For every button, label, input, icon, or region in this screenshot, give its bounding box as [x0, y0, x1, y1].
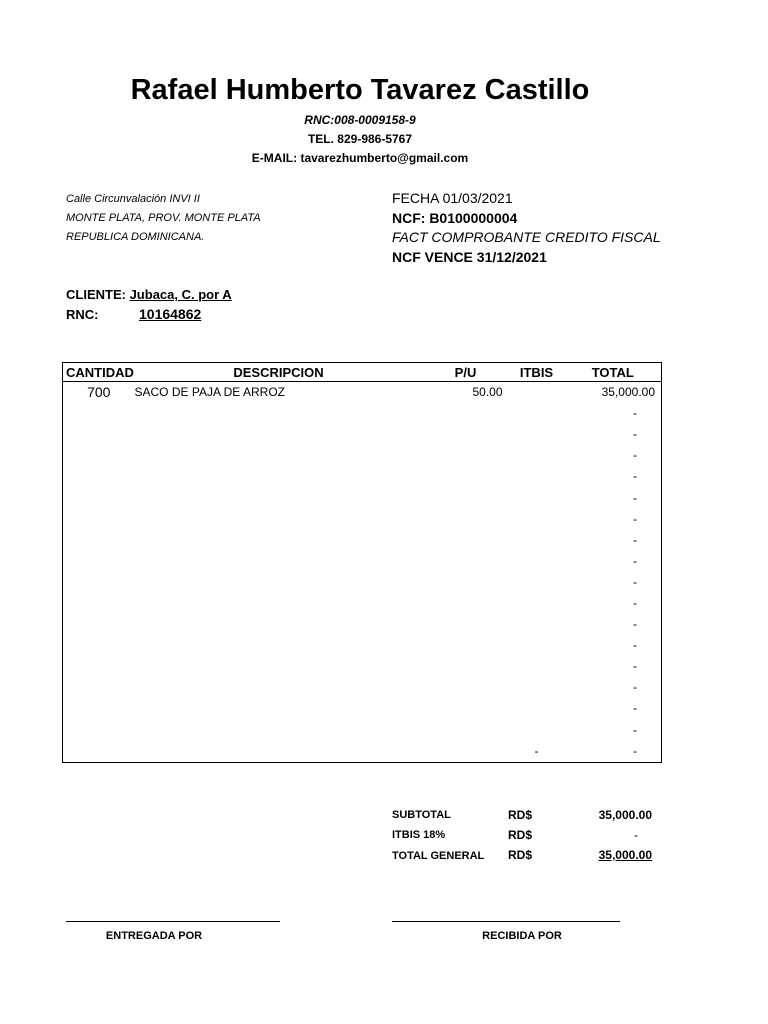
subtotal-currency: RD$ — [508, 808, 533, 822]
empty-cell — [509, 466, 565, 487]
address-line-3: REPUBLICA DOMINICANA. — [66, 231, 205, 243]
empty-cell — [509, 403, 565, 424]
header-total: TOTAL — [565, 363, 662, 382]
cell-total: - — [633, 722, 637, 737]
table-row-empty — [63, 635, 662, 656]
empty-cell — [135, 741, 423, 763]
invoice-date: FECHA 01/03/2021 — [392, 190, 513, 206]
empty-cell — [423, 656, 509, 677]
table-row-empty — [63, 530, 662, 551]
empty-cell — [423, 698, 509, 719]
empty-cell — [135, 551, 423, 572]
client-rnc-label: RNC: — [66, 307, 99, 322]
empty-cell — [423, 720, 509, 741]
table-row-empty — [63, 466, 662, 487]
empty-cell — [509, 445, 565, 466]
total-general-label: TOTAL GENERAL — [392, 850, 485, 862]
empty-cell — [423, 614, 509, 635]
empty-cell — [63, 509, 135, 530]
cell-itbis — [509, 382, 565, 404]
client-name: Jubaca, C. por A — [129, 287, 232, 302]
client-rnc — [139, 306, 201, 322]
address-line-2: MONTE PLATA, PROV. MONTE PLATA — [66, 212, 261, 224]
entregada-label: ENTREGADA POR — [105, 930, 203, 942]
empty-cell — [63, 698, 135, 719]
cell-total: - — [633, 680, 637, 695]
cell-total: - — [633, 638, 637, 653]
empty-cell — [509, 614, 565, 635]
empty-cell — [135, 572, 423, 593]
recibida-signature-line — [392, 921, 620, 922]
empty-cell — [135, 698, 423, 719]
empty-cell — [423, 488, 509, 509]
table-row-empty — [63, 720, 662, 741]
cell-total: - — [633, 448, 637, 463]
empty-cell — [509, 488, 565, 509]
empty-cell — [509, 593, 565, 614]
cell-total: - — [633, 574, 637, 589]
invoice-type: FACT COMPROBANTE CREDITO FISCAL — [392, 229, 661, 245]
empty-cell — [63, 572, 135, 593]
cell-pu: 50.00 — [472, 385, 503, 399]
empty-cell — [509, 677, 565, 698]
cell-total: - — [633, 617, 637, 632]
empty-cell — [509, 720, 565, 741]
cell-total: - — [633, 595, 637, 610]
cell-total: 35,000.00 — [601, 385, 655, 399]
header-cantidad: CANTIDAD — [63, 363, 135, 382]
company-rnc: RNC:008-0009158-9 — [304, 113, 416, 127]
itbis-value: - — [634, 828, 638, 842]
cell-total: - — [633, 427, 637, 442]
cell-total: - — [633, 406, 637, 421]
cell-total: - — [633, 659, 637, 674]
empty-cell — [509, 572, 565, 593]
itbis-currency: RD$ — [508, 828, 533, 842]
company-email: E-MAIL: tavarezhumberto@gmail.com — [251, 151, 469, 165]
table-row-empty — [63, 445, 662, 466]
empty-cell — [423, 509, 509, 530]
table-row-empty — [63, 572, 662, 593]
total-general-currency: RD$ — [508, 848, 533, 862]
subtotal-label: SUBTOTAL — [392, 809, 451, 821]
empty-cell — [135, 593, 423, 614]
items-body — [63, 382, 662, 763]
cell-total: - — [633, 532, 637, 547]
ncf-expiry: NCF VENCE 31/12/2021 — [392, 249, 547, 265]
header-pu: P/U — [423, 363, 509, 382]
cell-total: - — [633, 553, 637, 568]
cell-cantidad: 700 — [87, 384, 111, 400]
subtotal-value: 35,000.00 — [598, 808, 652, 822]
total-general-amount: 35,000.00 — [598, 848, 652, 862]
empty-cell — [509, 509, 565, 530]
table-row-empty — [63, 424, 662, 445]
empty-cell — [423, 677, 509, 698]
cell-total: - — [633, 490, 637, 505]
empty-cell — [135, 509, 423, 530]
total-general-value — [560, 848, 652, 862]
empty-cell — [423, 741, 509, 763]
table-row-empty — [63, 741, 662, 763]
empty-cell — [135, 424, 423, 445]
empty-cell — [135, 488, 423, 509]
items-table — [62, 362, 662, 763]
empty-cell — [423, 635, 509, 656]
table-row-empty — [63, 593, 662, 614]
empty-cell — [423, 530, 509, 551]
company-tel: TEL. 829-986-5767 — [307, 132, 413, 146]
empty-cell — [63, 403, 135, 424]
table-header-row — [63, 363, 662, 382]
empty-cell — [423, 403, 509, 424]
empty-cell — [423, 466, 509, 487]
empty-cell — [509, 551, 565, 572]
client-label: CLIENTE: — [66, 287, 126, 302]
empty-cell — [63, 530, 135, 551]
empty-cell — [135, 530, 423, 551]
cell-itbis: - — [534, 743, 539, 758]
empty-cell — [63, 488, 135, 509]
empty-cell — [135, 677, 423, 698]
header-itbis: ITBIS — [509, 363, 565, 382]
empty-cell — [509, 698, 565, 719]
invoice-ncf: NCF: B0100000004 — [392, 210, 518, 226]
table-row — [63, 382, 662, 404]
cell-total: - — [633, 511, 637, 526]
empty-cell — [423, 445, 509, 466]
recibida-label: RECIBIDA POR — [482, 930, 562, 942]
empty-cell — [423, 593, 509, 614]
cell-total: - — [633, 701, 637, 716]
empty-cell — [135, 445, 423, 466]
empty-cell — [63, 424, 135, 445]
empty-cell — [135, 656, 423, 677]
empty-cell — [135, 635, 423, 656]
header-descripcion: DESCRIPCION — [135, 363, 423, 382]
empty-cell — [423, 551, 509, 572]
empty-cell — [63, 445, 135, 466]
empty-cell — [63, 593, 135, 614]
empty-cell — [423, 424, 509, 445]
table-row-empty — [63, 509, 662, 530]
company-name: Rafael Humberto Tavarez Castillo — [130, 74, 590, 106]
address-line-1: Calle Circunvalación INVI II — [66, 193, 200, 205]
empty-cell — [63, 614, 135, 635]
table-row-empty — [63, 677, 662, 698]
entregada-signature-line — [66, 921, 280, 922]
empty-cell — [63, 466, 135, 487]
empty-cell — [509, 530, 565, 551]
empty-cell — [423, 572, 509, 593]
cell-total: - — [633, 743, 637, 758]
empty-cell — [135, 403, 423, 424]
empty-cell — [63, 677, 135, 698]
cell-total: - — [633, 469, 637, 484]
empty-cell — [509, 424, 565, 445]
table-row-empty — [63, 698, 662, 719]
table-row-empty — [63, 551, 662, 572]
table-row-empty — [63, 614, 662, 635]
empty-cell — [509, 656, 565, 677]
empty-cell — [63, 635, 135, 656]
empty-cell — [135, 720, 423, 741]
table-row-empty — [63, 403, 662, 424]
empty-cell — [63, 720, 135, 741]
empty-cell — [63, 656, 135, 677]
itbis-label: ITBIS 18% — [392, 829, 446, 841]
empty-cell — [135, 466, 423, 487]
cell-descripcion: SACO DE PAJA DE ARROZ — [134, 385, 285, 399]
empty-cell — [63, 551, 135, 572]
empty-cell — [63, 741, 135, 763]
client-row — [66, 287, 232, 302]
empty-cell — [135, 614, 423, 635]
empty-cell — [509, 635, 565, 656]
client-rnc-value: 10164862 — [139, 306, 202, 322]
table-row-empty — [63, 656, 662, 677]
table-row-empty — [63, 488, 662, 509]
